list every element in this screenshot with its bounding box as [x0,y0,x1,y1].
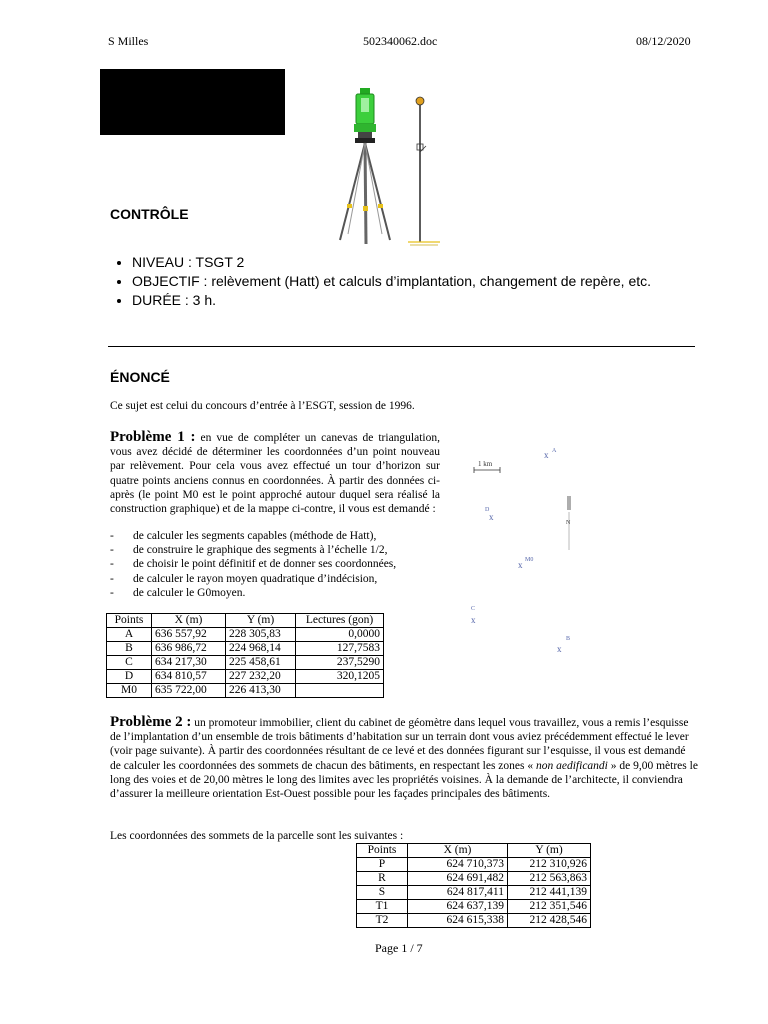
probleme1-text: en vue de compléter un canevas de triangulation, vous avez décidé de déterminer les coordonnées d’un point nouveau par relèvement. Pour cela vous avez effectué un tour d’horizon sur quatre points anciens connus en coordonnées. À partir des données ci-après (le point M0 est le point approché autour duquel sera réalisé la construction graphique) et de la mappe ci-contre, il vous est demandé : [110,432,440,516]
table-header: Points [107,614,152,628]
table-cell: 127,7583 [296,642,384,656]
table-row [107,628,384,642]
probleme2-italic: non aedificandi [536,759,608,772]
table-row [357,886,591,900]
table-cell: 634 810,57 [152,670,226,684]
probleme2-text-a: un promoteur immobilier, client du cabinet de géomètre dans lequel vous travaillez, vous a remis l’esquisse de l’implantation d’un ensemble de trois bâtiments d’habitation sur un terrain dont vous aviez précédemment effectué le lever (voir page suivante). À partir des coordonnées résultant de ce levé et des données figurant sur l’esquisse, il vous est demandé de calculer les coordonnées des sommets de chacun des bâtiments, en respectant les zones « [110,717,689,772]
probleme2-text-b: » de 9,00 mètres le long des voies et de 20,00 mètres le long des limites avec les propriétés voisines. À la demande de l’architecte, il conviendra d’assurer la meilleure orientation Est-Ouest possible pour les façades principales des bâtiments. [110,759,698,801]
table-cell: M0 [107,684,152,698]
table-cell: 624 817,411 [408,886,508,900]
table-cell: 212 351,546 [508,900,591,914]
total-station-illustration [328,84,452,250]
map-point-c-mark: x [471,615,476,625]
table-cell: 227 232,20 [226,670,296,684]
header-author: S Milles [108,34,149,48]
table-cell: T2 [357,914,408,928]
table-row [357,914,591,928]
table-cell: A [107,628,152,642]
probleme1-task: - de calculer le rayon moyen quadratique d’indécision, [110,572,440,586]
table-row [107,684,384,698]
probleme1-task-list [110,529,440,600]
table-cell: 212 563,863 [508,872,591,886]
table-cell: 624 615,338 [408,914,508,928]
table-cell: 0,0000 [296,628,384,642]
table-row [357,858,591,872]
parcel-intro: Les coordonnées des sommets de la parcelle sont les suivantes : [110,830,404,842]
table-cell: P [357,858,408,872]
table-cell: R [357,872,408,886]
table-cell: T1 [357,900,408,914]
probleme1-label: Problème 1 : [110,429,196,445]
table-header: Y (m) [508,844,591,858]
table-cell: 636 557,92 [152,628,226,642]
table-cell: 636 986,72 [152,642,226,656]
parcel-table [356,843,591,928]
table-row [107,656,384,670]
table-cell: S [357,886,408,900]
map-point-a-mark: x [544,450,549,460]
table-cell: 228 305,83 [226,628,296,642]
table-row [107,670,384,684]
north-label: N [566,520,571,526]
table-cell: D [107,670,152,684]
table-cell: 237,5290 [296,656,384,670]
scale-label: 1 km [478,460,493,468]
table-cell: 624 637,139 [408,900,508,914]
map-point-m0-mark: x [518,560,523,570]
table-cell: 624 691,482 [408,872,508,886]
control-bullet: • OBJECTIF : relèvement (Hatt) et calculs d’implantation, changement de repère, etc. [132,272,712,291]
map-diagram [462,440,592,660]
probleme1-task: - de construire le graphique des segments à l’échelle 1/2, [110,543,440,557]
map-point-b-label: B [566,636,571,642]
table-header-row [357,844,591,858]
table-cell: 225 458,61 [226,656,296,670]
probleme1-task: - de choisir le point définitif et de donner ses coordonnées, [110,557,440,571]
table-cell: 320,1205 [296,670,384,684]
control-title: CONTRÔLE [110,206,189,222]
table-header: X (m) [152,614,226,628]
table-row [107,642,384,656]
table-header: Y (m) [226,614,296,628]
table-cell: 212 441,139 [508,886,591,900]
header-date: 08/12/2020 [636,34,691,48]
enonce-title: ÉNONCÉ [110,369,170,385]
table-cell: 226 413,30 [226,684,296,698]
table-cell: B [107,642,152,656]
table-cell: 624 710,373 [408,858,508,872]
page-number: Page 1 / 7 [375,941,423,955]
table-row [357,900,591,914]
table-header: Points [357,844,408,858]
table-header: Lectures (gon) [296,614,384,628]
horizontal-rule [108,346,695,347]
table-cell: 634 217,30 [152,656,226,670]
table-cell: 635 722,00 [152,684,226,698]
probleme2-paragraph [110,715,698,801]
probleme1-paragraph [110,430,440,516]
table-header-row [107,614,384,628]
table-cell: 212 310,926 [508,858,591,872]
table-cell: C [107,656,152,670]
table-cell: 224 968,14 [226,642,296,656]
black-block [100,69,285,135]
probleme2-label: Problème 2 : [110,714,192,730]
enonce-intro: Ce sujet est celui du concours d’entrée à l’ESGT, session de 1996. [110,400,415,412]
header-filename: 502340062.doc [363,34,438,48]
map-point-d-label: D [485,507,490,513]
map-point-m0-label: M0 [525,557,534,563]
table-row [357,872,591,886]
probleme1-table [106,613,384,698]
table-header: X (m) [408,844,508,858]
control-bullet: • DURÉE : 3 h. [132,291,712,310]
table-cell: 212 428,546 [508,914,591,928]
map-point-d-mark: x [489,512,494,522]
map-point-b-mark: x [557,644,562,654]
probleme1-task: - de calculer le G0moyen. [110,586,440,600]
map-point-c-label: C [471,606,476,612]
probleme1-task: - de calculer les segments capables (méthode de Hatt), [110,529,440,543]
table-cell [296,684,384,698]
map-point-a-label: A [552,448,557,454]
control-bullet-list [110,253,712,310]
control-bullet: • NIVEAU : TSGT 2 [132,253,712,272]
